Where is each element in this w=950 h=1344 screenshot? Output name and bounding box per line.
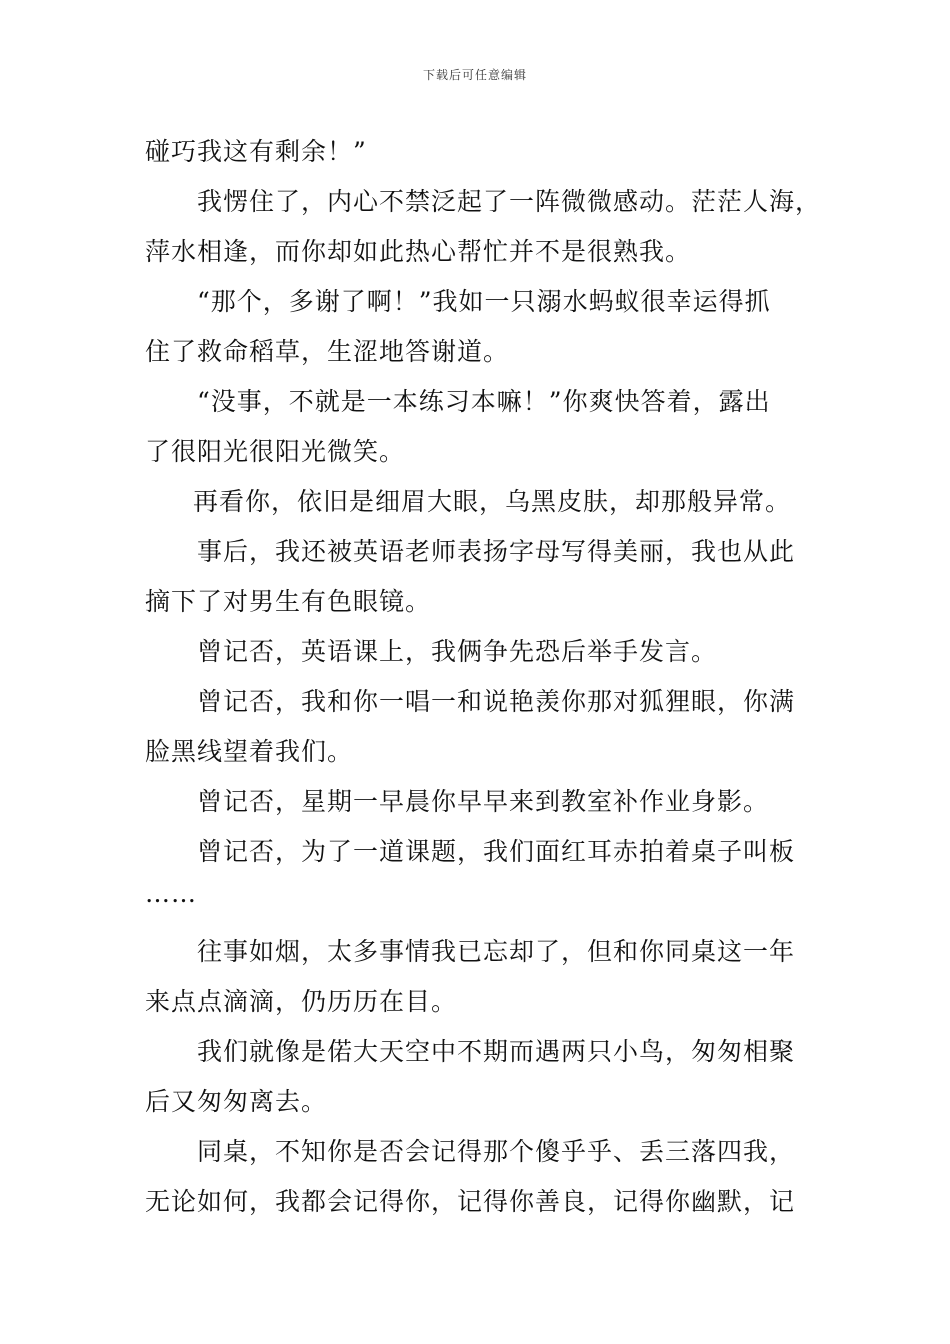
- text-line: 来点点滴滴，仍历历在目。: [145, 987, 458, 1016]
- text-line: 萍水相逢，而你却如此热心帮忙并不是很熟我。: [145, 237, 692, 266]
- text-line: 摘下了对男生有色眼镜。: [145, 587, 432, 616]
- text-line: 往事如烟，太多事情我已忘却了，但和你同桌这一年: [197, 937, 796, 966]
- text-line: “那个，多谢了啊！”我如一只溺水蚂蚁很幸运得抓: [197, 287, 771, 316]
- text-line: 碰巧我这有剩余！”: [145, 137, 367, 166]
- text-line: ……: [145, 879, 197, 908]
- text-line: 曾记否，我和你一唱一和说艳羡你那对狐狸眼，你满: [197, 687, 796, 716]
- text-line: 曾记否，星期一早晨你早早来到教室补作业身影。: [197, 787, 770, 816]
- text-line: 同桌，不知你是否会记得那个傻乎乎、丢三落四我，: [197, 1137, 796, 1166]
- text-line: “没事，不就是一本练习本嘛！”你爽快答着，露出: [197, 387, 771, 416]
- text-line: 了很阳光很阳光微笑。: [145, 437, 406, 466]
- text-line: 住了救命稻草，生涩地答谢道。: [145, 337, 510, 366]
- page-header: 下载后可任意编辑: [422, 68, 527, 82]
- text-line: 事后，我还被英语老师表扬字母写得美丽，我也从此: [197, 537, 796, 566]
- text-line: 曾记否，为了一道课题，我们面红耳赤拍着桌子叫板: [197, 837, 796, 866]
- text-line: 曾记否，英语课上，我俩争先恐后举手发言。: [197, 637, 718, 666]
- text-line: 脸黑线望着我们。: [145, 737, 354, 766]
- text-line: 我们就像是偌大天空中不期而遇两只小鸟，匆匆相聚: [197, 1037, 796, 1066]
- text-line: 再看你，依旧是细眉大眼，乌黑皮肤，却那般异常。: [193, 487, 792, 516]
- text-line: 后又匆匆离去。: [145, 1087, 328, 1116]
- text-line: 我愣住了，内心不禁泛起了一阵微微感动。茫茫人海，: [197, 187, 822, 216]
- text-line: 无论如何，我都会记得你，记得你善良，记得你幽默，记: [145, 1187, 796, 1216]
